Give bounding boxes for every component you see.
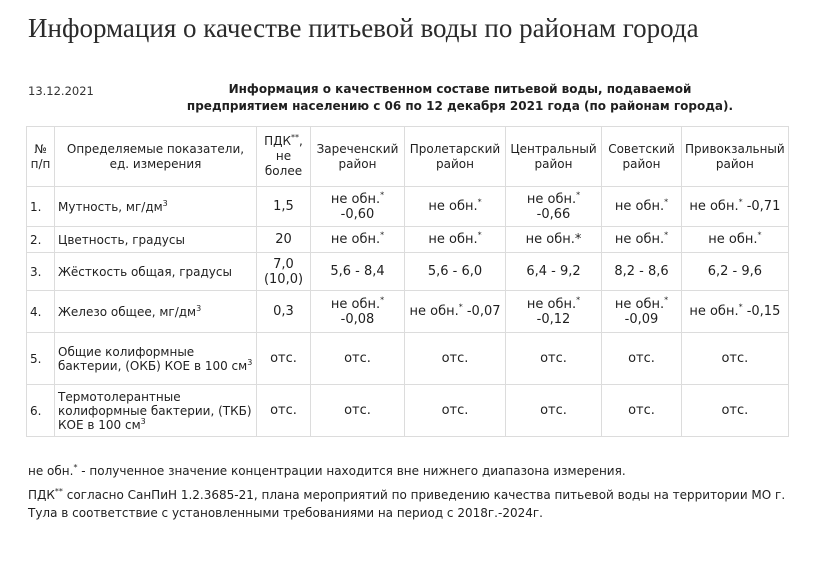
footnote-1-term: не обн.: [28, 464, 74, 478]
cell-value: отс.: [344, 403, 371, 418]
cell-zarechensky: [311, 385, 405, 437]
cell-value: не обн.: [526, 296, 577, 312]
water-quality-table: [26, 126, 789, 437]
row-pdk: 7,0 (10,0): [257, 253, 311, 291]
cell-value-upper: -0,66: [536, 206, 571, 222]
cell-privokzalny: [682, 227, 789, 253]
indicator-text: Термотолерантные колиформные бактерии, (ТКБ) КОЕ в 100 см: [58, 389, 252, 432]
cell-proletarsky: [405, 291, 506, 333]
cell-privokzalny: [682, 385, 789, 437]
cell-footnote-mark: *: [664, 230, 669, 240]
row-indicator: [55, 385, 257, 437]
row-number: 6.: [27, 385, 55, 437]
cell-value: отс.: [441, 403, 469, 418]
cell-footnote-mark: *: [576, 190, 581, 200]
row-pdk: отс.: [257, 385, 311, 437]
header-pdk-suffix: , не более: [264, 134, 303, 178]
cell-value-upper: -0,60: [340, 206, 375, 222]
header-district-zarechensky: Зареченский район: [311, 127, 405, 187]
header-pdk: [257, 127, 311, 187]
header-pdk-label: ПДК: [264, 134, 292, 148]
cell-value: не обн.*: [525, 232, 582, 247]
cell-zarechensky: [311, 227, 405, 253]
cell-value: 5,6 - 6,0: [427, 264, 483, 279]
row-pdk: 0,3: [257, 291, 311, 333]
row-indicator: [55, 291, 257, 333]
row-number: 1.: [27, 187, 55, 227]
cell-value: не обн.: [689, 304, 739, 319]
cell-value: отс.: [540, 351, 567, 366]
row-indicator: [55, 187, 257, 227]
row-pdk: отс.: [257, 333, 311, 385]
cell-value: отс.: [721, 403, 749, 418]
row-number: 2.: [27, 227, 55, 253]
table-heading-line-2: предприятием населению с 06 по 12 декабря 2021 года (по районам города).: [186, 99, 734, 113]
cell-zarechensky: [311, 291, 405, 333]
header-district-sovetsky: Советский район: [602, 127, 682, 187]
cell-privokzalny: [682, 291, 789, 333]
cell-zarechensky: [311, 333, 405, 385]
table-heading: [150, 81, 770, 115]
footnotes: [28, 462, 798, 522]
cell-footnote-mark: *: [664, 197, 669, 207]
cell-footnote-mark: *: [380, 230, 385, 240]
cell-privokzalny: [682, 187, 789, 227]
table-row: [27, 333, 789, 385]
cell-value: отс.: [344, 351, 371, 366]
cell-footnote-mark: *: [458, 302, 463, 312]
cell-zarechensky: [311, 187, 405, 227]
footnote-2-text: согласно СанПиН 1.2.3685-21, плана мероприятий по приведению качества питьевой воды на территории МО г. Тула в соответствие с установленными требованиями на период с 2018г.-2024г.: [28, 488, 786, 520]
row-pdk: 20: [257, 227, 311, 253]
cell-footnote-mark: *: [757, 230, 762, 240]
row-pdk: 1,5: [257, 187, 311, 227]
cell-value: отс.: [721, 351, 749, 366]
cell-value: 5,6 - 8,4: [330, 264, 385, 279]
footnote-2-mark: **: [54, 487, 63, 496]
cell-value: 6,4 - 9,2: [526, 264, 581, 279]
cell-proletarsky: [405, 253, 506, 291]
header-indicator: Определяемые показатели, ед. измерения: [55, 127, 257, 187]
header-district-centralny: Центральный район: [506, 127, 602, 187]
cell-sovetsky: [602, 333, 682, 385]
row-indicator: [55, 333, 257, 385]
cell-value-upper: -0,12: [536, 311, 571, 327]
cell-footnote-mark: *: [738, 197, 743, 207]
cell-value-upper: -0,07: [462, 304, 501, 319]
cell-zarechensky: [311, 253, 405, 291]
indicator-text: Жёсткость общая, градусы: [58, 264, 232, 279]
indicator-unit-exponent: 3: [196, 303, 202, 313]
cell-value: не обн.: [689, 199, 739, 214]
cell-centralny: [506, 333, 602, 385]
table-row: [27, 385, 789, 437]
row-number: 3.: [27, 253, 55, 291]
cell-sovetsky: [602, 291, 682, 333]
cell-footnote-mark: *: [576, 295, 581, 305]
cell-centralny: [506, 291, 602, 333]
cell-centralny: [506, 253, 602, 291]
footnote-1-text: - полученное значение концентрации находится вне нижнего диапазона измерения.: [77, 464, 626, 478]
cell-value-upper: -0,71: [742, 199, 781, 214]
cell-value: отс.: [628, 403, 655, 418]
cell-sovetsky: [602, 385, 682, 437]
header-pdk-footnote-mark: **: [291, 133, 300, 142]
table-row: [27, 187, 789, 227]
cell-value: отс.: [540, 403, 567, 418]
publication-date: 13.12.2021: [28, 84, 94, 98]
cell-value: не обн.: [409, 304, 459, 319]
cell-value: не обн.: [708, 232, 758, 247]
cell-value: отс.: [628, 351, 655, 366]
cell-footnote-mark: *: [738, 302, 743, 312]
cell-footnote-mark: *: [477, 197, 482, 207]
indicator-unit-exponent: 3: [140, 416, 146, 426]
footnote-not-detected: [28, 462, 798, 480]
cell-value: не обн.: [614, 232, 665, 247]
cell-value: отс.: [441, 351, 469, 366]
cell-value-upper: -0,15: [742, 304, 781, 319]
table-header-row: [27, 127, 789, 187]
cell-centralny: [506, 385, 602, 437]
footnote-1-mark: *: [73, 463, 78, 472]
indicator-text: Общие колиформные бактерии, (ОКБ) КОЕ в 100 см: [58, 344, 248, 373]
cell-value: не обн.: [428, 199, 478, 214]
cell-footnote-mark: *: [380, 295, 385, 305]
cell-value: 6,2 - 9,6: [707, 264, 762, 279]
cell-privokzalny: [682, 253, 789, 291]
cell-privokzalny: [682, 333, 789, 385]
cell-centralny: [506, 227, 602, 253]
cell-value: не обн.: [330, 191, 381, 207]
table-heading-line-1: Информация о качественном составе питьевой воды, подаваемой: [228, 82, 692, 96]
row-number: 4.: [27, 291, 55, 333]
row-number: 5.: [27, 333, 55, 385]
cell-footnote-mark: *: [664, 295, 669, 305]
cell-footnote-mark: *: [477, 230, 482, 240]
header-district-proletarsky: Пролетарский район: [405, 127, 506, 187]
cell-proletarsky: [405, 187, 506, 227]
cell-footnote-mark: *: [380, 190, 385, 200]
cell-value: не обн.: [330, 296, 381, 312]
cell-sovetsky: [602, 187, 682, 227]
indicator-text: Мутность, мг/дм: [58, 199, 163, 214]
cell-sovetsky: [602, 227, 682, 253]
indicator-text: Цветность, градусы: [58, 232, 185, 247]
header-district-privokzalny: Привокзальный район: [682, 127, 789, 187]
footnote-pdk: [28, 486, 798, 522]
table-row: [27, 253, 789, 291]
cell-proletarsky: [405, 227, 506, 253]
cell-sovetsky: [602, 253, 682, 291]
cell-proletarsky: [405, 385, 506, 437]
cell-value-upper: -0,08: [340, 311, 375, 327]
indicator-unit-exponent: 3: [162, 198, 168, 208]
row-indicator: [55, 227, 257, 253]
cell-centralny: [506, 187, 602, 227]
cell-value: не обн.: [614, 296, 665, 312]
cell-value: не обн.: [614, 199, 665, 214]
cell-proletarsky: [405, 333, 506, 385]
cell-value: 8,2 - 8,6: [614, 264, 669, 279]
table-row: [27, 227, 789, 253]
row-indicator: [55, 253, 257, 291]
header-number: № п/п: [27, 127, 55, 187]
indicator-text: Железо общее, мг/дм: [58, 304, 197, 319]
footnote-2-term: ПДК: [28, 488, 55, 502]
indicator-unit-exponent: 3: [247, 357, 253, 367]
cell-value: не обн.: [526, 191, 577, 207]
cell-value: не обн.: [428, 232, 478, 247]
page-title: Информация о качестве питьевой воды по районам города: [28, 13, 699, 43]
cell-value: не обн.: [330, 232, 381, 247]
table-row: [27, 291, 789, 333]
cell-value-upper: -0,09: [624, 311, 659, 327]
